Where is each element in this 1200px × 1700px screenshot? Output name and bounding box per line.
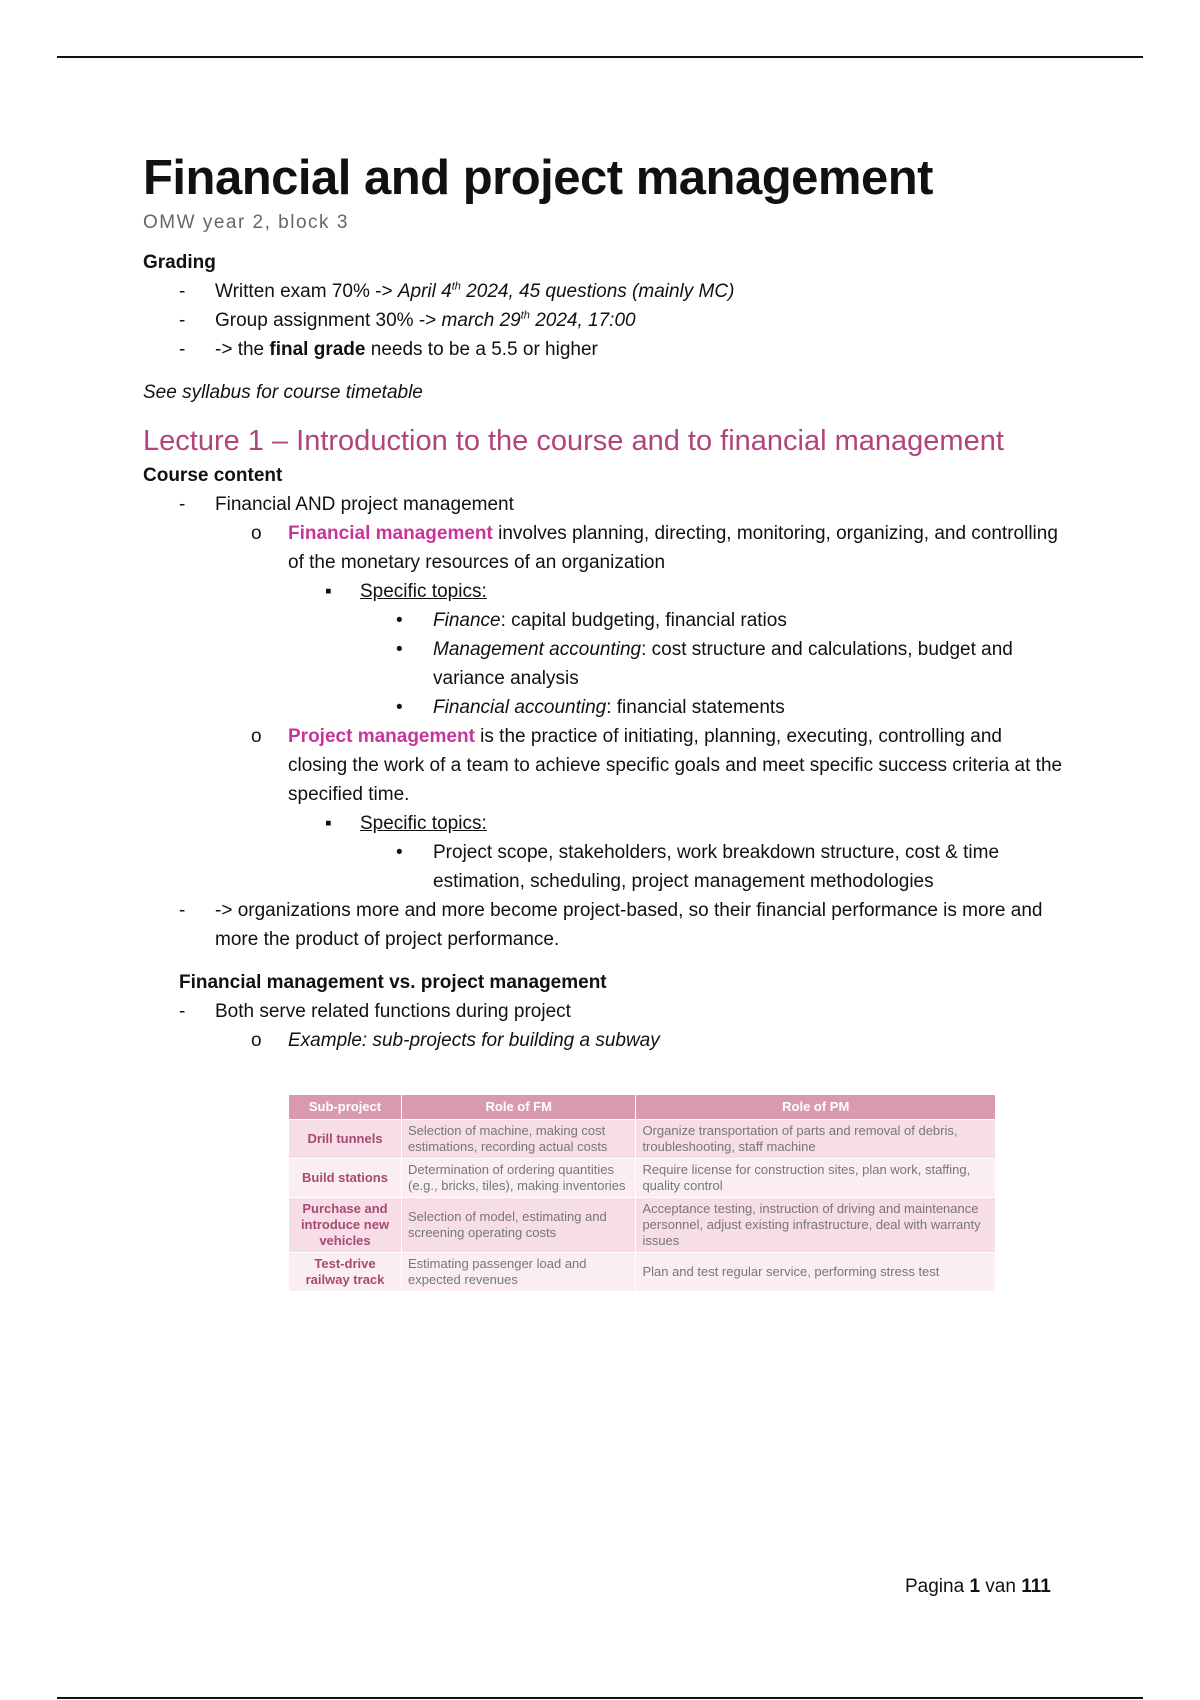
table-row [289, 1159, 996, 1198]
square-marker: ▪ [325, 813, 332, 834]
document-page [143, 148, 1063, 1055]
table-cell: Acceptance testing, instruction of driving and maintenance personnel, adjust existing infrastructure, deal with warranty issues [636, 1198, 996, 1253]
course-content-heading: Course content [143, 465, 283, 486]
list-item: o Project management is the practice of initiating, planning, executing, controlling and closing the work of a team to achieve specific goals and meet specific success criteria at the specified time. [143, 722, 1063, 809]
circle-marker: o [251, 523, 262, 544]
lecture-heading: Lecture 1 – Introduction to the course and to financial management [143, 425, 1004, 457]
table-cell: Test-drive railway track [289, 1253, 402, 1292]
list-item: o Example: sub-projects for building a subway [143, 1026, 1063, 1055]
table-row [289, 1253, 996, 1292]
table-cell: Drill tunnels [289, 1120, 402, 1159]
document-title: Financial and project management [143, 151, 933, 205]
dash-marker: - [179, 1001, 186, 1022]
circle-marker: o [251, 1030, 262, 1051]
table-cell: Estimating passenger load and expected revenues [402, 1253, 636, 1292]
list-item: - -> organizations more and more become project-based, so their financial performance is more and more the product of project performance. [143, 896, 1063, 954]
list-item: - Written exam 70% -> April 4th 2024, 45 questions (mainly MC) [143, 277, 1063, 306]
list-item: ▪ Specific topics: [143, 577, 1063, 606]
list-item: • Financial accounting: financial statements [143, 693, 1063, 722]
list-item: - Group assignment 30% -> march 29th 2024, 17:00 [143, 306, 1063, 335]
list-item: ▪ Specific topics: [143, 809, 1063, 838]
bullet-marker: • [396, 697, 403, 718]
page-number: Pagina 1 van 111 [905, 1576, 1051, 1597]
bullet-marker: • [396, 639, 403, 660]
table-cell: Organize transportation of parts and removal of debris, troubleshooting, staff machine [636, 1120, 996, 1159]
table-row [289, 1120, 996, 1159]
table-cell: Determination of ordering quantities (e.g., bricks, tiles), making inventories [402, 1159, 636, 1198]
term-project-management: Project management [288, 726, 475, 747]
table-cell: Selection of model, estimating and screening operating costs [402, 1198, 636, 1253]
document-subtitle: OMW year 2, block 3 [143, 212, 349, 233]
dash-marker: - [179, 339, 186, 360]
table-cell: Purchase and introduce new vehicles [289, 1198, 402, 1253]
list-item: - Financial AND project management [143, 490, 1063, 519]
table-row [289, 1198, 996, 1253]
list-item: - Both serve related functions during project [143, 997, 1063, 1026]
table-cell: Require license for construction sites, plan work, staffing, quality control [636, 1159, 996, 1198]
course-content-list [143, 490, 1063, 954]
column-header: Sub-project [289, 1095, 402, 1120]
fm-vs-pm-list [143, 997, 1063, 1055]
dash-marker: - [179, 900, 186, 921]
table-cell: Build stations [289, 1159, 402, 1198]
table-header-row [289, 1095, 996, 1120]
grading-list [143, 277, 1063, 364]
grading-heading: Grading [143, 252, 216, 273]
dash-marker: - [179, 494, 186, 515]
top-rule [57, 56, 1143, 58]
column-header: Role of FM [402, 1095, 636, 1120]
list-item: • Management accounting: cost structure and calculations, budget and variance analysis [143, 635, 1063, 693]
circle-marker: o [251, 726, 262, 747]
fm-vs-pm-heading: Financial management vs. project management [179, 972, 607, 993]
bottom-rule [57, 1697, 1143, 1699]
dash-marker: - [179, 281, 186, 302]
subway-example-table [288, 1094, 996, 1292]
list-item: - -> the final grade needs to be a 5.5 or higher [143, 335, 1063, 364]
table-cell: Selection of machine, making cost estimations, recording actual costs [402, 1120, 636, 1159]
dash-marker: - [179, 310, 186, 331]
list-item: • Project scope, stakeholders, work breakdown structure, cost & time estimation, scheduling, project management methodologies [143, 838, 1063, 896]
table-cell: Plan and test regular service, performing stress test [636, 1253, 996, 1292]
bullet-marker: • [396, 842, 403, 863]
list-item: o Financial management involves planning, directing, monitoring, organizing, and controlling of the monetary resources of an organization [143, 519, 1063, 577]
syllabus-note: See syllabus for course timetable [143, 382, 423, 403]
bullet-marker: • [396, 610, 403, 631]
square-marker: ▪ [325, 581, 332, 602]
column-header: Role of PM [636, 1095, 996, 1120]
list-item: • Finance: capital budgeting, financial ratios [143, 606, 1063, 635]
term-financial-management: Financial management [288, 523, 493, 544]
